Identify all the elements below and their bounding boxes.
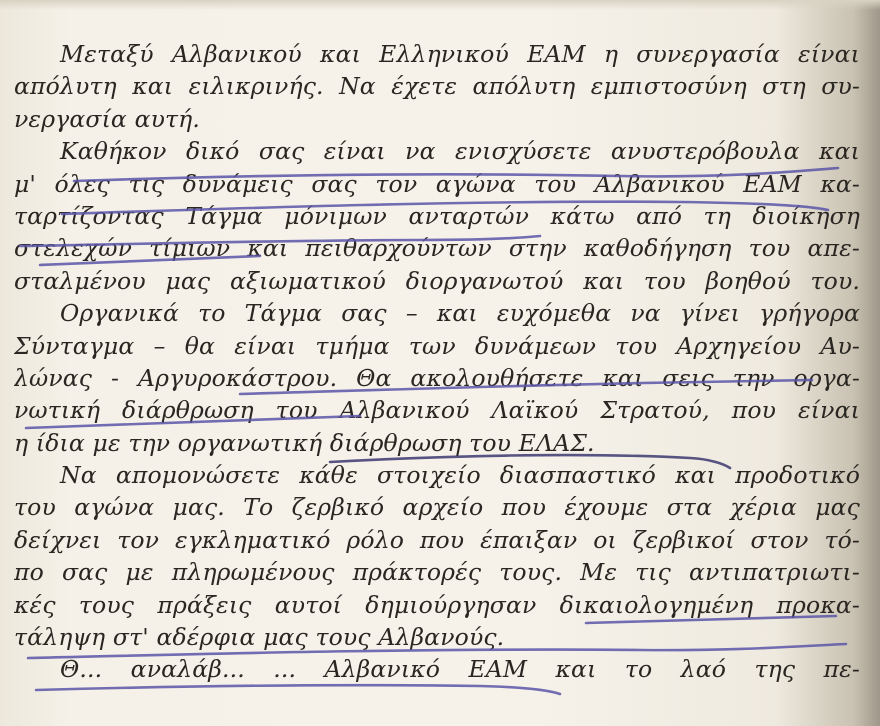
text-line: πο σας με πληρωμένους πράκτορές τους. Με τις αντιπατριωτι-: [14, 558, 860, 587]
text-line: νεργασία αυτή.: [14, 104, 201, 133]
text-line: Καθήκον δικό σας είναι να ενισχύσετε ανυστερόβουλα και: [60, 137, 860, 166]
text-line: μ' όλες τις δυνάμεις σας τον αγώνα του Αλβανικού ΕΑΜ κα-: [14, 169, 860, 198]
underline-mark: [36, 685, 560, 694]
text-line: σταλμένου μας αξιωματικού διοργανωτού και του βοηθού του.: [14, 266, 860, 295]
text-line: τάληψη στ' αδέρφια μας τους Αλβανούς.: [14, 623, 505, 652]
text-line: λώνας - Αργυροκάστρου. Θα ακολουθήσετε και σεις την οργα-: [14, 363, 860, 392]
text-line: η ίδια με την οργανωτική διάρθρωση του ΕΛΑΣ.: [14, 428, 595, 457]
text-line: κές τους πράξεις αυτοί δημιούργησαν δικαιολογημένη προκα-: [14, 590, 860, 619]
text-line: στελεχών τίμιων και πειθαρχούντων στην καθοδήγηση του απε-: [14, 234, 860, 263]
text-line: του αγώνα μας. Το ζερβικό αρχείο που έχουμε στα χέρια μας: [14, 493, 860, 522]
text-line: νωτική διάρθρωση του Αλβανικού Λαϊκού Στρατού, που είναι: [14, 396, 860, 425]
text-line: Οργανικά το Τάγμα σας – και ευχόμεθα να γίνει γρήγορα: [60, 299, 860, 328]
text-line: ταρτίζοντας Τάγμα μόνιμων ανταρτών κάτω από τη διοίκηση: [14, 201, 860, 230]
text-line: Να απομονώσετε κάθε στοιχείο διασπαστικό και προδοτικό: [60, 461, 860, 490]
text-line: Σύνταγμα – θα είναι τμήμα των δυνάμεων του Αρχηγείου Αυ-: [14, 331, 860, 360]
text-line: απόλυτη και ειλικρινής. Να έχετε απόλυτη εμπιστοσύνη στη συ-: [14, 72, 860, 101]
page-top-edge: [0, 0, 880, 10]
text-line: Μεταξύ Αλβανικού και Ελληνικού ΕΑΜ η συνεργασία είναι: [60, 40, 860, 68]
document-text: [14, 38, 860, 686]
text-line: δείχνει τον εγκληματικό ρόλο που έπαιξαν οι ζερβικοί στον τό-: [14, 525, 860, 554]
text-line: Θ... αναλάβ... ... Αλβανικό ΕΑΜ και το λαό της πε-: [60, 655, 860, 684]
